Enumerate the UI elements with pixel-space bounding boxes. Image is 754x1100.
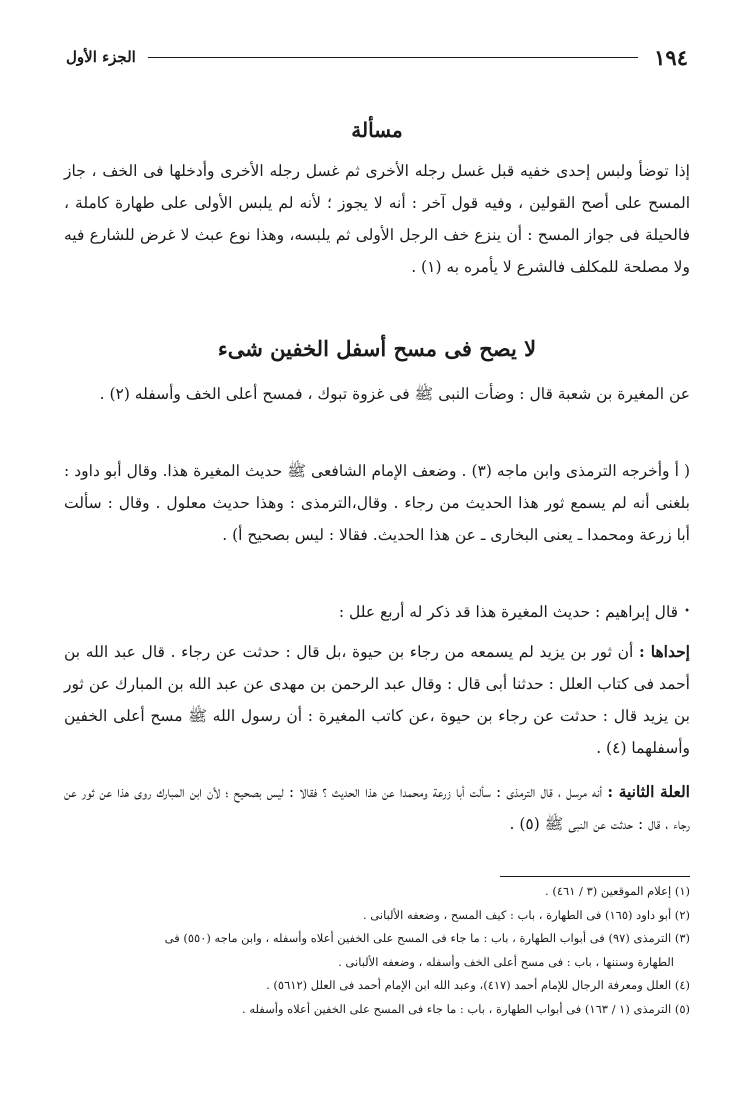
illa-2-label: العلة الثانية : bbox=[607, 782, 690, 801]
footnote-1: (١) إعلام الموقعين (٣ / ٤٦١) . bbox=[545, 884, 690, 898]
ibrahim-text: قال إبراهيم : حديث المغيرة هذا قد ذكر له أربع علل : bbox=[338, 603, 679, 621]
footnote-rule bbox=[500, 876, 690, 877]
footnotes bbox=[70, 880, 690, 1021]
illa-2-text: أنه مرسل ، قال الترمذى : سألت أبا زرعة ومحمدا عن هذا الحديث ؟ فقالا : ليس بصحيح ؛ لأن ابن المبارك روى هذا عن ثور عن رجاء ، قال : حدثت عن النبى ﷺ (٥) . bbox=[64, 783, 690, 833]
running-title: الجزء الأول bbox=[66, 48, 136, 66]
footnote-3: (٣) الترمذى (٩٧) فى أبواب الطهارة ، باب : ما جاء فى المسح على الخفين أعلاه وأسفله ، وابن ماجه (٥٥٠) فى bbox=[164, 931, 690, 945]
footnote-3-continued: الطهارة وسننها ، باب : فى مسح أعلى الخف وأسفله ، وضعفه الألبانى . bbox=[338, 954, 674, 969]
paragraph-hadith: عن المغيرة بن شعبة قال : وضأت النبى ﷺ فى غزوة تبوك ، فمسح أعلى الخف وأسفله (٢) . bbox=[99, 385, 690, 403]
bullet-mark: • bbox=[684, 606, 690, 617]
paragraph-illa-1 bbox=[64, 636, 690, 764]
section-title-masala: مسألة bbox=[351, 118, 403, 142]
footnote-2: (٢) أبو داود (١٦٥) فى الطهارة ، باب : كيف المسح ، وضعفه الألبانى . bbox=[362, 907, 690, 922]
illa-1-text: أن ثور بن يزيد لم يسمعه من رجاء بن حيوة ،بل قال : حدثت عن رجاء . قال عبد الله بن أحمد فى كتاب العلل : حدثنا أبى قال : وقال عبد الرحمن بن مهدى عن عبد الله بن المبارك عن ثور بن يزيد قال : حدثت عن رجاء بن حيوة ،عن كاتب المغيرة : أن رسول الله ﷺ مسح أعلى الخفين وأسفلهما (٤) . bbox=[64, 643, 690, 757]
section-title-no-sahih: لا يصح فى مسح أسفل الخفين شىء bbox=[217, 336, 537, 361]
illa-1-label: إحداها : bbox=[638, 642, 690, 661]
header-rule bbox=[148, 57, 638, 58]
footnote-5: (٥) الترمذى (١ / ١٦٣) فى أبواب الطهارة ، باب : ما جاء فى المسح على الخفين أعلاه وأسفله . bbox=[242, 1001, 690, 1016]
paragraph-illa-2 bbox=[64, 776, 690, 840]
footnote-4: (٤) العلل ومعرفة الرجال للإمام أحمد (٤١٧)، وعبد الله ابن الإمام أحمد فى العلل (٥٦١٢) . bbox=[266, 978, 690, 992]
running-header bbox=[66, 42, 688, 72]
page-number: ١٩٤ bbox=[654, 44, 688, 70]
paragraph-masala: إذا توضأ ولبس إحدى خفيه قبل غسل رجله الأخرى ثم غسل رجله الأخرى وأدخلها فى الخف ، جاز المسح على أصح القولين ، وفيه قول آخر : أنه لا يجوز ؛ لأنه لم يلبس الأولى على طهارة كاملة ، فالحيلة فى جواز المسح : أن ينزع خف الرجل الأولى ثم يلبسه، وهذا نوع عبث لا غرض للشارع فيه ولا مصلحة للمكلف فالشرع لا يأمره به (١) . bbox=[64, 162, 690, 276]
paragraph-ibrahim bbox=[64, 596, 690, 628]
paragraph-tirmidhi: ( أ وأخرجه الترمذى وابن ماجه (٣) . وضعف الإمام الشافعى ﷺ حديث المغيرة هذا. وقال أبو داود : بلغنى أنه لم يسمع ثور هذا الحديث من رجاء . وقال،الترمذى : وهذا حديث معلول . وقال : سألت أبا زرعة ومحمدا ـ يعنى البخارى ـ عن هذا الحديث. فقالا : ليس بصحيح أ) . bbox=[64, 462, 690, 544]
